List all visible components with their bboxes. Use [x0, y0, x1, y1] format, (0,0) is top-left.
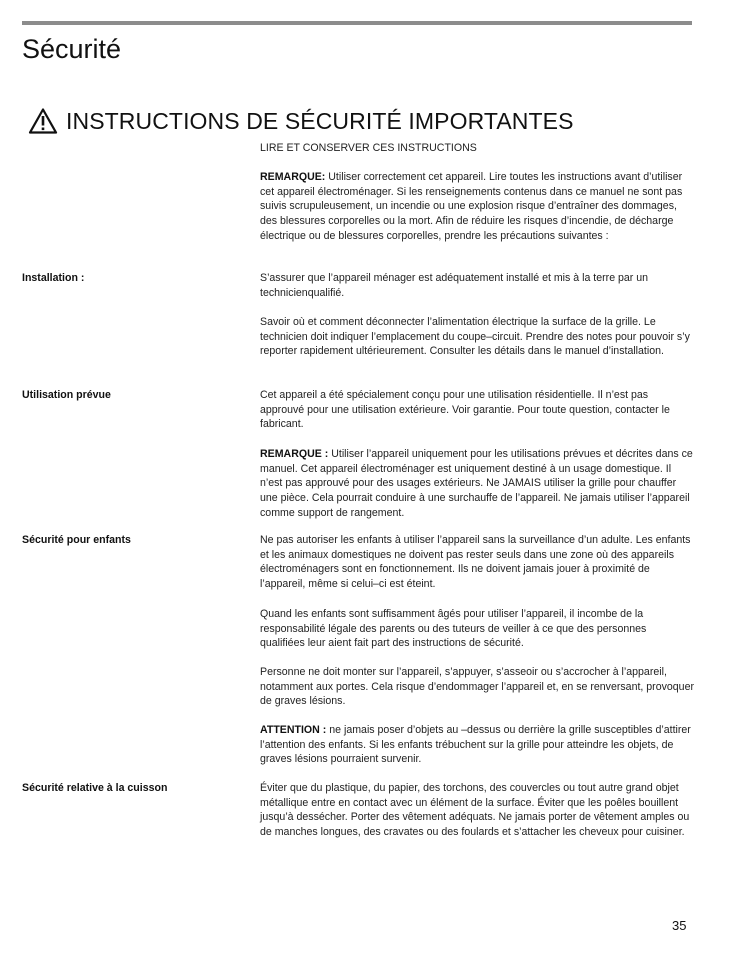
label-cuisson: Sécurité relative à la cuisson	[22, 782, 168, 794]
page-number: 35	[672, 918, 687, 933]
installation-p1: S’assurer que l’appareil ménager est adéquatement installé et mis à la terre par un technicienqualifié.	[260, 272, 649, 299]
utilisation-p1: Cet appareil a été spécialement conçu pour une utilisation résidentielle. Il n’est pas approuvé pour une utilisation extérieure. Voir garantie. Pour toute question, contacter le fabricant.	[260, 389, 670, 431]
intro-block	[260, 141, 694, 156]
heading-text: INSTRUCTIONS DE SÉCURITÉ IMPORTANTES	[66, 108, 574, 134]
remark-label: REMARQUE:	[260, 171, 326, 183]
attention-text: ne jamais poser d’objets au –dessus ou derrière la grille susceptibles d’attirer l’attention des enfants. Si les enfants trébuchent sur la grille pour atteindre les objets, de graves lésions pourraient survenir.	[260, 724, 691, 766]
warning-triangle-icon	[28, 107, 58, 135]
cuisson-p1: Éviter que du plastique, du papier, des torchons, des couvercles ou tout autre grand objet métallique entre en contact avec un élément de la surface. Éviter que les poêles bouillent jusqu’à dessécher. Porter des vêtement adéquats. Ne jamais porter de vêtement amples ou de manches longues, des cravates ou des foulards et s’attacher les cheveux pour cuisiner.	[260, 782, 690, 839]
top-rule	[22, 21, 692, 25]
section-heading	[28, 107, 574, 135]
attention-label: ATTENTION :	[260, 724, 327, 736]
installation-p2: Savoir où et comment déconnecter l’alimentation électrique la surface de la grille. Le technicien doit indiquer l’emplacement du coupe–circuit. Prendre des notes pour pouvoir s’y reporter rapidement ultérieurement. Consulter les détails dans le manuel d’installation.	[260, 316, 690, 358]
read-keep-instructions: LIRE ET CONSERVER CES INSTRUCTIONS	[260, 142, 477, 154]
enfants-p3: Personne ne doit monter sur l’appareil, s’appuyer, s’asseoir ou s’accrocher à l’appareil, notamment aux portes. Cela risque d’endommager l’appareil et, en se renversant, provoquer de graves lésions.	[260, 666, 694, 708]
utilisation-remark-label: REMARQUE :	[260, 448, 329, 460]
label-utilisation: Utilisation prévue	[22, 389, 111, 401]
label-installation: Installation :	[22, 272, 85, 284]
enfants-p1: Ne pas autoriser les enfants à utiliser l’appareil sans la surveillance d’un adulte. Les enfants et les animaux domestiques ne doivent pas rester seuls dans une zone où des appareils électroménagers sont en fonctionnement. Ils ne doivent jamais jouer à proximité de l’appareil, même si celui–ci est éteint.	[260, 534, 691, 591]
utilisation-remark-text: Utiliser l’appareil uniquement pour les utilisations prévues et décrites dans ce manuel. Cet appareil électroménager est uniquement destiné à un usage domestique. Il n’est pas approuvé pour des usages extérieurs. Ne JAMAIS utiliser la grille pour chauffer une pièce. Cela pourrait conduire à une surchauffe de l’appareil. Ne jamais utiliser l’appareil comme support de rangement.	[260, 448, 693, 519]
intro-remark	[260, 170, 694, 244]
utilisation-remark	[260, 447, 694, 521]
remark-text: Utiliser correctement cet appareil. Lire toutes les instructions avant d’utiliser cet appareil électroménager. Si les renseignements contenus dans ce manuel ne sont pas suivis scrupuleusement, un incendie ou une explosion risque d’entraîner des dommages, des blessures corporelles ou la mort. Afin de réduire les risques d’incendie, de décharge électrique ou de blessures corporelles, prendre les précautions suivantes :	[260, 171, 683, 242]
enfants-p2: Quand les enfants sont suffisamment âgés pour utiliser l’appareil, il incombe de la responsabilité légale des parents ou des tuteurs de veiller à ce que des personnes qualifiées leur aient fait part des instructions de sécurité.	[260, 608, 647, 650]
page-title: Sécurité	[22, 34, 122, 64]
enfants-attention	[260, 723, 694, 767]
label-enfants: Sécurité pour enfants	[22, 534, 131, 546]
